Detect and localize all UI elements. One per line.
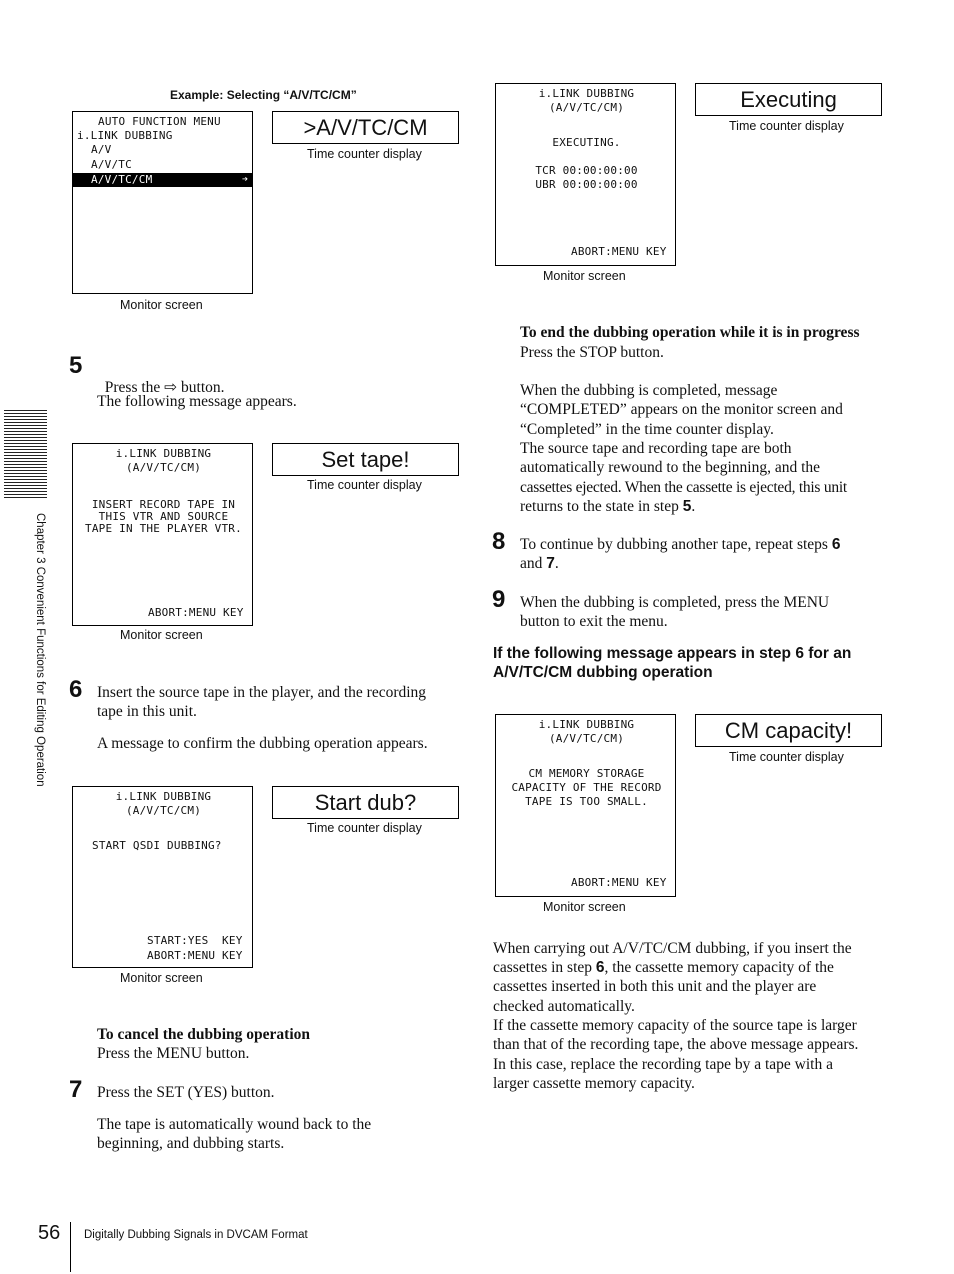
step-7-text: Press the SET (YES) button. — [97, 1084, 275, 1101]
example-title: Example: Selecting “A/V/TC/CM” — [170, 88, 357, 102]
monitor-line: ABORT:MENU KEY — [571, 245, 667, 258]
monitor-screen-cm-capacity — [495, 714, 676, 897]
monitor-caption: Monitor screen — [120, 971, 203, 985]
end-dub-paragraph: When the dubbing is completed, message — [520, 382, 778, 399]
monitor-caption: Monitor screen — [543, 900, 626, 914]
page-number: 56 — [38, 1222, 61, 1244]
forward-arrow-icon: ⇨ — [164, 379, 178, 397]
time-counter-display: Set tape! — [272, 443, 459, 476]
time-counter-display: CM capacity! — [695, 714, 882, 747]
time-counter-display: Start dub? — [272, 786, 459, 819]
arrow-right-icon: ➔ — [242, 174, 249, 185]
monitor-line: INSERT RECORD TAPE IN — [91, 498, 236, 511]
final-paragraph: cassettes inserted in both this unit and the player are — [493, 978, 817, 995]
monitor-line: i.LINK DUBBING — [77, 129, 173, 142]
chapter-side-label: Chapter 3 Convenient Functions for Editing Operation — [34, 513, 46, 787]
monitor-line: (A/V/TC/CM) — [125, 804, 202, 817]
end-dub-paragraph: cassettes ejected. When the cassette is ejected, this unit — [520, 479, 847, 496]
step-8-text: To continue by dubbing another tape, repeat steps 6 — [520, 536, 841, 553]
step-number-9: 9 — [492, 586, 506, 613]
final-paragraph: larger cassette memory capacity. — [493, 1075, 695, 1092]
time-counter-caption: Time counter display — [307, 821, 422, 835]
monitor-caption: Monitor screen — [120, 628, 203, 642]
step-number-8: 8 — [492, 528, 506, 555]
monitor-line: EXECUTING. — [552, 136, 621, 149]
footer-section-title: Digitally Dubbing Signals in DVCAM Format — [84, 1229, 308, 1241]
monitor-line: START QSDI DUBBING? — [92, 839, 222, 852]
end-dub-paragraph: returns to the state in step 5. — [520, 498, 696, 515]
time-counter-caption: Time counter display — [729, 119, 844, 133]
end-dub-paragraph: automatically rewound to the beginning, and the — [520, 459, 821, 476]
chapter-tab-marker — [4, 410, 47, 500]
time-counter-caption: Time counter display — [307, 147, 422, 161]
monitor-line: CM MEMORY STORAGE — [528, 767, 645, 780]
step-number-7: 7 — [69, 1076, 83, 1103]
monitor-line: i.LINK DUBBING — [538, 87, 635, 100]
step-8-text: and 7. — [520, 555, 559, 572]
selected-menu-item: A/V/TC/CM ➔ — [73, 173, 252, 187]
monitor-line: ABORT:MENU KEY — [148, 606, 244, 619]
step-6-text: Insert the source tape in the player, and the recording — [97, 684, 427, 701]
footer-divider — [70, 1222, 71, 1272]
time-counter-display: >A/V/TC/CM — [272, 111, 459, 144]
monitor-line: TAPE IS TOO SMALL. — [525, 795, 648, 808]
monitor-line: ABORT:MENU KEY — [571, 876, 667, 889]
monitor-line: THIS VTR AND SOURCE — [98, 510, 229, 523]
final-paragraph: When carrying out A/V/TC/CM dubbing, if you insert the — [493, 940, 852, 957]
monitor-caption: Monitor screen — [543, 269, 626, 283]
monitor-line: CAPACITY OF THE RECORD — [511, 781, 662, 794]
cancel-heading: To cancel the dubbing operation — [97, 1026, 311, 1043]
monitor-line: A/V/TC — [91, 158, 132, 171]
step-5-text: Press the ⇨ button. — [104, 379, 225, 397]
time-counter-caption: Time counter display — [729, 750, 844, 764]
monitor-line: i.LINK DUBBING — [115, 790, 212, 803]
monitor-screen-executing — [495, 83, 676, 266]
monitor-line: START:YES KEY — [147, 934, 243, 947]
time-counter-display: Executing — [695, 83, 882, 116]
step-number-6: 6 — [69, 676, 83, 703]
monitor-line: UBR 00:00:00:00 — [535, 178, 638, 191]
final-paragraph: checked automatically. — [493, 998, 635, 1015]
final-paragraph: cassettes in step 6, the cassette memory capacity of the — [493, 959, 834, 976]
step-6-followup: A message to confirm the dubbing operation appears. — [97, 735, 428, 752]
step-5-followup: The following message appears. — [97, 393, 297, 410]
monitor-screen-menu — [72, 111, 253, 294]
monitor-line: AUTO FUNCTION MENU — [98, 115, 221, 128]
cm-section-heading: If the following message appears in step 6 for an — [493, 645, 852, 662]
end-dub-paragraph: “COMPLETED” appears on the monitor screen and — [520, 401, 843, 418]
monitor-line: i.LINK DUBBING — [538, 718, 635, 731]
step-number-5: 5 — [69, 352, 83, 379]
monitor-line: (A/V/TC/CM) — [548, 732, 625, 745]
end-dub-paragraph: “Completed” in the time counter display. — [520, 421, 774, 438]
cm-section-heading: A/V/TC/CM dubbing operation — [493, 664, 713, 681]
step-9-text: button to exit the menu. — [520, 613, 668, 630]
time-counter-caption: Time counter display — [307, 478, 422, 492]
final-paragraph: In this case, replace the recording tape by a tape with a — [493, 1056, 833, 1073]
monitor-line: TAPE IN THE PLAYER VTR. — [85, 522, 242, 535]
end-dub-paragraph: The source tape and recording tape are both — [520, 440, 792, 457]
monitor-line: A/V — [91, 143, 112, 156]
monitor-line: (A/V/TC/CM) — [125, 461, 202, 474]
final-paragraph: than that of the recording tape, the above message appears. — [493, 1036, 859, 1053]
monitor-caption: Monitor screen — [120, 298, 203, 312]
step-7-followup: beginning, and dubbing starts. — [97, 1135, 285, 1152]
step-6-text: tape in this unit. — [97, 703, 197, 720]
step-9-text: When the dubbing is completed, press the MENU — [520, 594, 830, 611]
cancel-text: Press the MENU button. — [97, 1045, 250, 1062]
end-dub-heading: To end the dubbing operation while it is in progress — [520, 324, 860, 341]
monitor-line: (A/V/TC/CM) — [548, 101, 625, 114]
monitor-line: i.LINK DUBBING — [115, 447, 212, 460]
monitor-screen-set-tape — [72, 443, 253, 626]
end-dub-text: Press the STOP button. — [520, 344, 664, 361]
final-paragraph: If the cassette memory capacity of the source tape is larger — [493, 1017, 857, 1034]
step-7-followup: The tape is automatically wound back to the — [97, 1116, 372, 1133]
monitor-screen-start-dub — [72, 786, 253, 968]
monitor-line: ABORT:MENU KEY — [147, 949, 243, 962]
monitor-line: TCR 00:00:00:00 — [535, 164, 638, 177]
